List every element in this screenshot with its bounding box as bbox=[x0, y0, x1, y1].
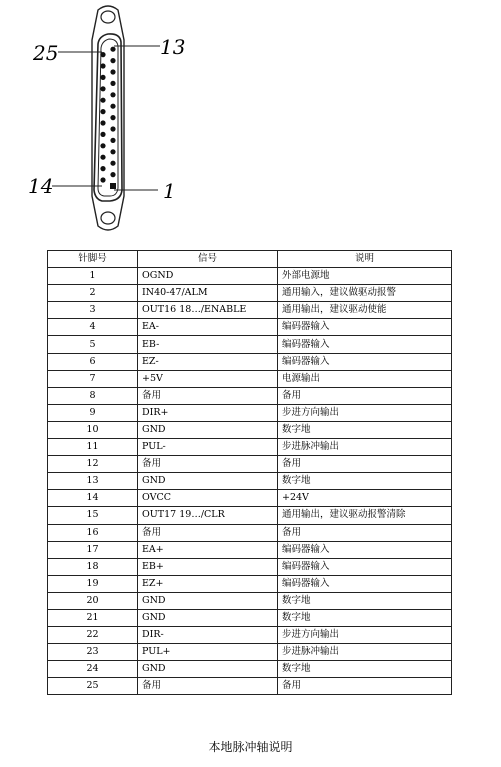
signal-cell: 备用 bbox=[138, 678, 278, 695]
table-row bbox=[48, 268, 452, 285]
connector-pins bbox=[100, 47, 116, 189]
connector-pin bbox=[110, 81, 115, 86]
description-cell: 通用输出，建议驱动报警清除 bbox=[278, 507, 452, 524]
table-row bbox=[48, 644, 452, 661]
table-row bbox=[48, 627, 452, 644]
header-pin-number: 针脚号 bbox=[48, 251, 138, 268]
signal-cell: OGND bbox=[138, 268, 278, 285]
table-row bbox=[48, 507, 452, 524]
signal-cell: PUL+ bbox=[138, 644, 278, 661]
connector-shell bbox=[92, 6, 124, 230]
pin-number-cell: 25 bbox=[48, 678, 138, 695]
signal-cell: GND bbox=[138, 661, 278, 678]
description-cell: 步进脉冲输出 bbox=[278, 439, 452, 456]
description-cell: 编码器输入 bbox=[278, 575, 452, 592]
description-cell: 备用 bbox=[278, 456, 452, 473]
pin-number-cell: 16 bbox=[48, 524, 138, 541]
table-row bbox=[48, 370, 452, 387]
table-row bbox=[48, 609, 452, 626]
figure-caption: 本地脉冲轴说明 bbox=[208, 740, 293, 754]
connector-pin bbox=[110, 47, 115, 52]
pin-label-13: 13 bbox=[160, 35, 186, 59]
signal-cell: DIR+ bbox=[138, 404, 278, 421]
signal-cell: GND bbox=[138, 473, 278, 490]
signal-cell: 备用 bbox=[138, 524, 278, 541]
pin-number-cell: 4 bbox=[48, 319, 138, 336]
table-row bbox=[48, 490, 452, 507]
pin-number-cell: 19 bbox=[48, 575, 138, 592]
pin-number-cell: 20 bbox=[48, 592, 138, 609]
pin-number-cell: 22 bbox=[48, 627, 138, 644]
pin-number-cell: 5 bbox=[48, 336, 138, 353]
pin-number-cell: 11 bbox=[48, 439, 138, 456]
table-row bbox=[48, 456, 452, 473]
pin-number-cell: 7 bbox=[48, 370, 138, 387]
table-row bbox=[48, 302, 452, 319]
connector-pin bbox=[110, 161, 115, 166]
connector-pin bbox=[110, 126, 115, 131]
pin-number-cell: 2 bbox=[48, 285, 138, 302]
connector-pin bbox=[100, 132, 105, 137]
pin-number-cell: 17 bbox=[48, 541, 138, 558]
table-row bbox=[48, 387, 452, 404]
table-row bbox=[48, 319, 452, 336]
connector-pin bbox=[100, 177, 105, 182]
description-cell: 编码器输入 bbox=[278, 353, 452, 370]
signal-cell: EB- bbox=[138, 336, 278, 353]
pin-number-cell: 21 bbox=[48, 609, 138, 626]
pin-number-cell: 18 bbox=[48, 558, 138, 575]
signal-cell: EB+ bbox=[138, 558, 278, 575]
connector-pin bbox=[110, 138, 115, 143]
signal-cell: OUT17 19…/CLR bbox=[138, 507, 278, 524]
leader-lines bbox=[52, 46, 160, 190]
description-cell: 编码器输入 bbox=[278, 558, 452, 575]
top-mounting-hole bbox=[101, 11, 115, 23]
table-row bbox=[48, 285, 452, 302]
connector-pin bbox=[110, 69, 115, 74]
description-cell: +24V bbox=[278, 490, 452, 507]
connector-pin bbox=[100, 52, 105, 57]
connector-pin bbox=[110, 104, 115, 109]
connector-pin bbox=[100, 155, 105, 160]
table-row bbox=[48, 353, 452, 370]
description-cell: 数字地 bbox=[278, 661, 452, 678]
table-row bbox=[48, 421, 452, 438]
pin-number-cell: 12 bbox=[48, 456, 138, 473]
connector-pin bbox=[110, 149, 115, 154]
description-cell: 步进脉冲输出 bbox=[278, 644, 452, 661]
signal-cell: DIR- bbox=[138, 627, 278, 644]
signal-cell: +5V bbox=[138, 370, 278, 387]
bottom-mounting-hole bbox=[101, 212, 115, 224]
connector-pin bbox=[110, 115, 115, 120]
pin-number-cell: 6 bbox=[48, 353, 138, 370]
pin-label-25: 25 bbox=[33, 41, 59, 65]
table-row bbox=[48, 661, 452, 678]
signal-cell: EA- bbox=[138, 319, 278, 336]
signal-cell: 备用 bbox=[138, 387, 278, 404]
signal-cell: OUT16 18…/ENABLE bbox=[138, 302, 278, 319]
db25-connector-diagram bbox=[0, 0, 501, 240]
description-cell: 备用 bbox=[278, 678, 452, 695]
description-cell: 备用 bbox=[278, 387, 452, 404]
connector-pin bbox=[100, 63, 105, 68]
description-cell: 编码器输入 bbox=[278, 319, 452, 336]
table-header-row bbox=[48, 251, 452, 268]
description-cell: 备用 bbox=[278, 524, 452, 541]
table-body bbox=[48, 268, 452, 695]
table-row bbox=[48, 439, 452, 456]
connector-pin bbox=[100, 98, 105, 103]
connector-pin bbox=[100, 143, 105, 148]
signal-cell: GND bbox=[138, 592, 278, 609]
connector-pin bbox=[100, 75, 105, 80]
description-cell: 数字地 bbox=[278, 421, 452, 438]
pin-number-cell: 13 bbox=[48, 473, 138, 490]
table-row bbox=[48, 404, 452, 421]
connector-pin bbox=[100, 109, 105, 114]
pin-number-cell: 24 bbox=[48, 661, 138, 678]
connector-pin bbox=[110, 92, 115, 97]
signal-cell: EZ- bbox=[138, 353, 278, 370]
description-cell: 编码器输入 bbox=[278, 541, 452, 558]
description-cell: 编码器输入 bbox=[278, 336, 452, 353]
description-cell: 外部电源地 bbox=[278, 268, 452, 285]
pin-number-cell: 23 bbox=[48, 644, 138, 661]
description-cell: 数字地 bbox=[278, 592, 452, 609]
description-cell: 通用输入，建议做驱动报警 bbox=[278, 285, 452, 302]
signal-cell: 备用 bbox=[138, 456, 278, 473]
description-cell: 数字地 bbox=[278, 473, 452, 490]
connector-pin bbox=[100, 86, 105, 91]
signal-cell: EA+ bbox=[138, 541, 278, 558]
connector-pin bbox=[100, 120, 105, 125]
pin-number-cell: 3 bbox=[48, 302, 138, 319]
header-description: 说明 bbox=[278, 251, 452, 268]
description-cell: 数字地 bbox=[278, 609, 452, 626]
pin-number-cell: 1 bbox=[48, 268, 138, 285]
connector-pin bbox=[110, 58, 115, 63]
signal-cell: EZ+ bbox=[138, 575, 278, 592]
table-row bbox=[48, 575, 452, 592]
connector-pin bbox=[110, 183, 116, 189]
table-row bbox=[48, 558, 452, 575]
signal-cell: PUL- bbox=[138, 439, 278, 456]
pin-definition-table bbox=[47, 250, 452, 695]
pin-number-cell: 10 bbox=[48, 421, 138, 438]
description-cell: 通用输出，建议驱动使能 bbox=[278, 302, 452, 319]
connector-pin bbox=[100, 166, 105, 171]
pin-number-cell: 9 bbox=[48, 404, 138, 421]
table-row bbox=[48, 473, 452, 490]
table-row bbox=[48, 524, 452, 541]
pin-number-cell: 8 bbox=[48, 387, 138, 404]
signal-cell: GND bbox=[138, 609, 278, 626]
pin-number-cell: 14 bbox=[48, 490, 138, 507]
header-signal: 信号 bbox=[138, 251, 278, 268]
pin-number-cell: 15 bbox=[48, 507, 138, 524]
description-cell: 步进方向输出 bbox=[278, 627, 452, 644]
signal-cell: IN40-47/ALM bbox=[138, 285, 278, 302]
connector-pin bbox=[110, 172, 115, 177]
table-row bbox=[48, 592, 452, 609]
table-row bbox=[48, 678, 452, 695]
pin-label-14: 14 bbox=[28, 174, 54, 198]
description-cell: 电源输出 bbox=[278, 370, 452, 387]
signal-cell: GND bbox=[138, 421, 278, 438]
signal-cell: OVCC bbox=[138, 490, 278, 507]
table-row bbox=[48, 336, 452, 353]
pin-label-1: 1 bbox=[163, 179, 176, 203]
description-cell: 步进方向输出 bbox=[278, 404, 452, 421]
table-row bbox=[48, 541, 452, 558]
